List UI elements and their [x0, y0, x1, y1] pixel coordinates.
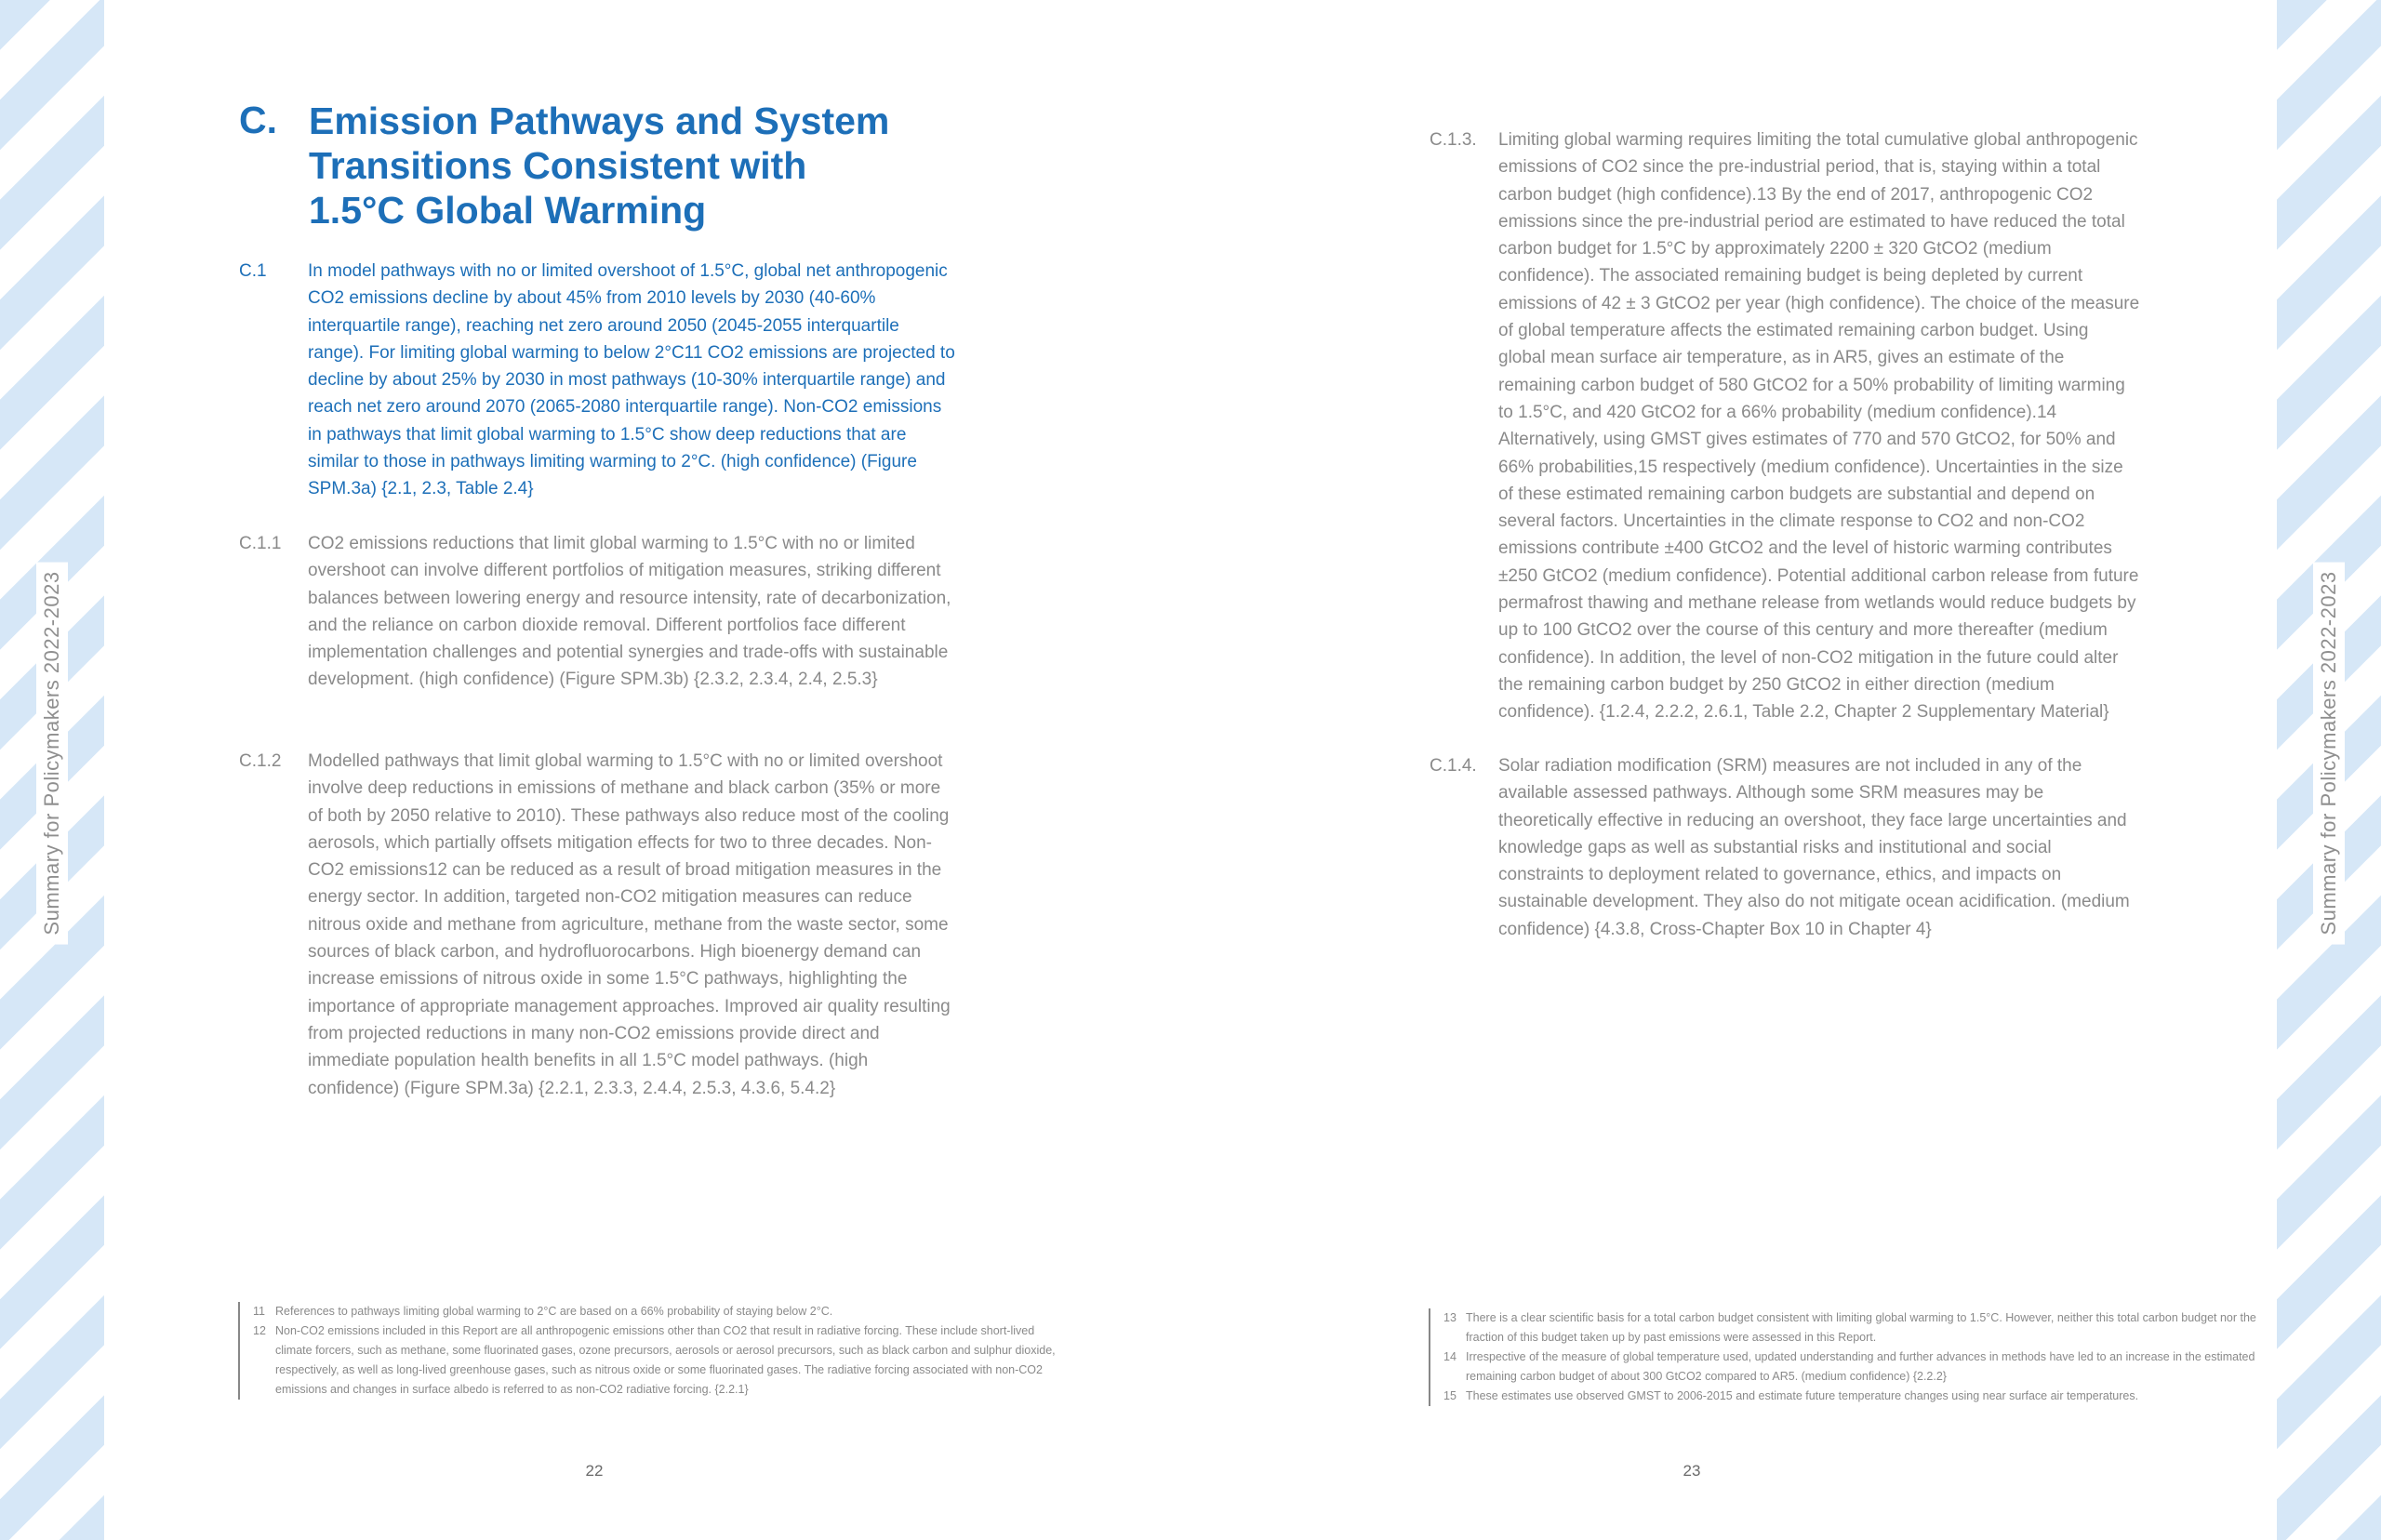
footnotes-left	[238, 1302, 1062, 1400]
footnote	[253, 1302, 1062, 1321]
footnote	[1443, 1348, 2262, 1387]
page-number: 23	[1683, 1462, 1701, 1480]
footnote-text: There is a clear scientific basis for a total carbon budget consistent with limiting global warming to 1.5°C. However, neither this total carbon budget nor the fraction of this budget taken up by past emissions were assessed in this Report.	[1466, 1311, 2256, 1344]
page-left	[104, 0, 1190, 1540]
running-header-text: Summary for Policymakers 2022-2023	[2313, 562, 2345, 944]
running-header-text: Summary for Policymakers 2022-2023	[36, 562, 68, 944]
right-running-header	[2277, 0, 2381, 1540]
page-number: 22	[585, 1462, 604, 1480]
footnote	[253, 1321, 1062, 1400]
footnote-number: 13	[1443, 1311, 1457, 1324]
paragraph-number: C.1	[239, 261, 267, 281]
left-running-header	[0, 0, 104, 1540]
paragraph-number: C.1.1	[239, 534, 282, 553]
footnote	[1443, 1387, 2262, 1406]
footnote	[1443, 1308, 2262, 1348]
paragraph-text: Modelled pathways that limit global warming to 1.5°C with no or limited overshoot involve deep reductions in emissions of methane and black carbon (35% or more of both by 2050 relative to 2010). These pathways also reduce most of the cooling aerosols, which partially offsets mitigation effects for two to three decades. Non-CO2 emissions12 can be reduced as a result of broad mitigation measures in the energy sector. In addition, targeted non-CO2 mitigation measures can reduce nitrous oxide and methane from agriculture, methane from the waste sector, some sources of black carbon, and hydrofluorocarbons. High bioenergy demand can increase emissions of nitrous oxide in some 1.5°C pathways, highlighting the importance of appropriate management approaches. Improved air quality resulting from projected reductions in many non-CO2 emissions provide direct and immediate population health benefits in all 1.5°C model pathways. (high confidence) (Figure SPM.3a) {2.2.1, 2.3.3, 2.4.4, 2.5.3, 4.3.6, 5.4.2}	[308, 751, 951, 1098]
paragraph-text: Limiting global warming requires limiting the total cumulative global anthropogenic emissions of CO2 since the pre-industrial period, that is, staying within a total carbon budget (high confidence).13 By the end of 2017, anthropogenic CO2 emissions since the pre-industrial period are estimated to have reduced the total carbon budget for 1.5°C by approximately 2200 ± 320 GtCO2 (medium confidence). The associated remaining budget is being depleted by current emissions of 42 ± 3 GtCO2 per year (high confidence). The choice of the measure of global temperature affects the estimated remaining carbon budget. Using global mean surface air temperature, as in AR5, gives an estimate of the remaining carbon budget of 580 GtCO2 for a 50% probability of limiting warming to 1.5°C, and 420 GtCO2 for a 66% probability (medium confidence).14 Alternatively, using GMST gives estimates of 770 and 570 GtCO2, for 50% and 66% probabilities,15 respectively (medium confidence). Uncertainties in the size of these estimated remaining carbon budgets are substantial and depend on several factors. Uncertainties in the climate response to CO2 and non-CO2 emissions contribute ±400 GtCO2 and the level of historic warming contributes ±250 GtCO2 (medium confidence). Potential additional carbon release from future permafrost thawing and methane release from wetlands would reduce budgets by up to 100 GtCO2 over the course of this century and more thereafter (medium confidence). In addition, the level of non-CO2 mitigation in the future could alter the remaining carbon budget by 250 GtCO2 in either direction (medium confidence). {1.2.4, 2.2.2, 2.6.1, Table 2.2, Chapter 2 Supplementary Material}	[1498, 130, 2140, 723]
footnote-text: References to pathways limiting global warming to 2°C are based on a 66% probability of staying below 2°C.	[275, 1305, 833, 1318]
paragraph-text: CO2 emissions reductions that limit global warming to 1.5°C with no or limited overshoot can involve different portfolios of mitigation measures, striking different balances between lowering energy and resource intensity, rate of decarbonization, and the reliance on carbon dioxide removal. Different portfolios face different implementation challenges and potential synergies and trade-offs with sustainable development. (high confidence) (Figure SPM.3b) {2.3.2, 2.3.4, 2.4, 2.5.3}	[308, 534, 951, 690]
page-right	[1190, 0, 2277, 1540]
footnote-number: 14	[1443, 1350, 1457, 1363]
paragraph-text: Solar radiation modification (SRM) measures are not included in any of the available assessed pathways. Although some SRM measures may be theoretically effective in reducing an overshoot, they face large uncertainties and knowledge gaps as well as substantial risks and institutional and social constraints to deployment related to governance, ethics, and impacts on sustainable development. They also do not mitigate ocean acidification. (medium confidence) {4.3.8, Cross-Chapter Box 10 in Chapter 4}	[1498, 756, 2130, 939]
footnote-text: Irrespective of the measure of global temperature used, updated understanding and further advances in methods have led to an increase in the estimated remaining carbon budget of about 300 GtCO2 compared to AR5. (medium confidence) {2.2.2}	[1466, 1350, 2255, 1383]
section-title: Emission Pathways and System Transitions Consistent with 1.5°C Global Warming	[309, 100, 890, 232]
footnote-number: 11	[253, 1305, 265, 1318]
paragraph-number: C.1.2	[239, 751, 282, 771]
section-letter: C.	[239, 99, 277, 141]
footnote-text: Non-CO2 emissions included in this Report are all anthropogenic emissions other than CO2 that result in radiative forcing. These include short-lived climate forcers, such as methane, some fluorinated gases, ozone precursors, aerosols or aerosol precursors, such as black carbon and sulphur dioxide, respectively, as well as long-lived greenhouse gases, such as nitrous oxide or some fluorinated gases. The radiative forcing associated with non-CO2 emissions and changes in surface albedo is referred to as non-CO2 radiative forcing. {2.2.1}	[275, 1324, 1056, 1396]
footnote-number: 15	[1443, 1389, 1457, 1402]
paragraph-text: In model pathways with no or limited overshoot of 1.5°C, global net anthropogenic CO2 emissions decline by about 45% from 2010 levels by 2030 (40-60% interquartile range), reaching net zero around 2050 (2045-2055 interquartile range). For limiting global warming to below 2°C11 CO2 emissions are projected to decline by about 25% by 2030 in most pathways (10-30% interquartile range) and reach net zero around 2070 (2065-2080 interquartile range). Non-CO2 emissions in pathways that limit global warming to 1.5°C show deep reductions that are similar to those in pathways limiting warming to 2°C. (high confidence) (Figure SPM.3a) {2.1, 2.3, Table 2.4}	[308, 261, 955, 499]
footnotes-right	[1429, 1308, 2262, 1406]
footnote-number: 12	[253, 1324, 266, 1337]
paragraph-number: C.1.3.	[1430, 130, 1477, 150]
paragraph-number: C.1.4.	[1430, 756, 1477, 776]
footnote-text: These estimates use observed GMST to 2006-2015 and estimate future temperature changes using near surface air temperatures.	[1466, 1389, 2139, 1402]
